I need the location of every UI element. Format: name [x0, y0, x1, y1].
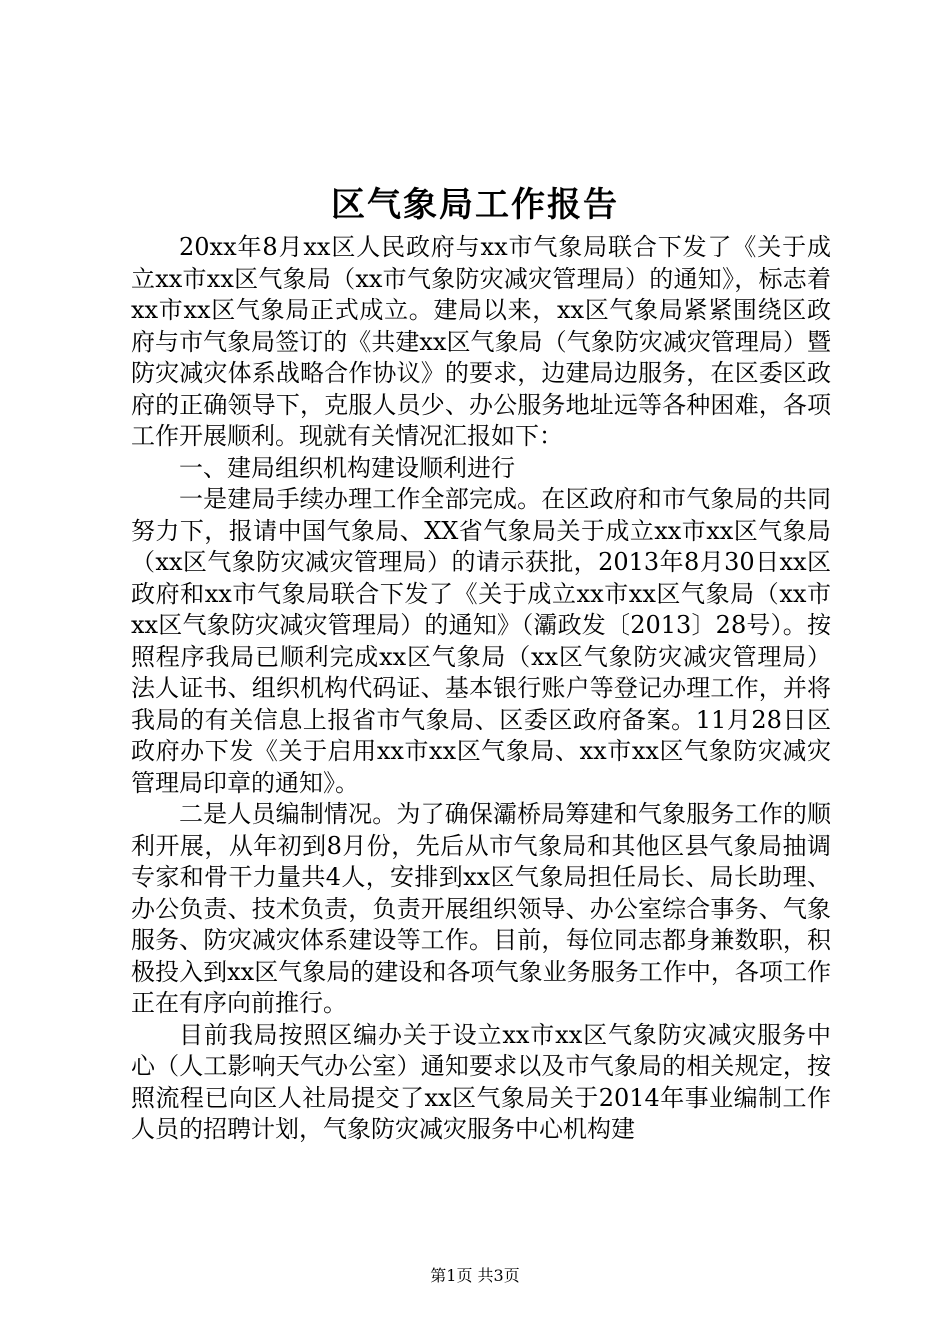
document-body [131, 232, 831, 1146]
paragraph-procedures: 一是建局手续办理工作全部完成。在区政府和市气象局的共同努力下，报请中国气象局、XX省气象局关于成立xx市xx区气象局（xx区气象防灾减灾管理局）的请示获批，2013年8月30日xx区政府和xx市气象局联合下发了《关于成立xx市xx区气象局（xx市xx区气象防灾减灾管理局）的通知》（灞政发〔2013〕28号）。按照程序我局已顺利完成xx区气象局（xx区气象防灾减灾管理局）法人证书、组织机构代码证、基本银行账户等登记办理工作，并将我局的有关信息上报省市气象局、区委区政府备案。11月28日区政府办下发《关于启用xx市xx区气象局、xx市xx区气象防灾减灾管理局印章的通知》。 [131, 485, 831, 797]
paragraph-recruitment: 目前我局按照区编办关于设立xx市xx区气象防灾减灾服务中心（人工影响天气办公室）通知要求以及市气象局的相关规定，按照流程已向区人社局提交了xx区气象局关于2014年事业编制工作人员的招聘计划，气象防灾减灾服务中心机构建 [131, 1020, 831, 1143]
paragraph-intro: 20xx年8月xx区人民政府与xx市气象局联合下发了《关于成立xx市xx区气象局（xx市气象防灾减灾管理局）的通知》，标志着xx市xx区气象局正式成立。建局以来，xx区气象局紧紧围绕区政府与市气象局签订的《共建xx区气象局（气象防灾减灾管理局）暨防灾减灾体系战略合作协议》的要求，边建局边服务，在区委区政府的正确领导下，克服人员少、办公服务地址远等各种困难，各项工作开展顺利。现就有关情况汇报如下： [131, 233, 831, 450]
section-heading-1: 一、建局组织机构建设顺利进行 [179, 453, 515, 482]
paragraph-staffing: 二是人员编制情况。为了确保灞桥局筹建和气象服务工作的顺利开展，从年初到8月份，先后从市气象局和其他区县气象局抽调专家和骨干力量共4人，安排到xx区气象局担任局长、局长助理、办公负责、技术负责，负责开展组织领导、办公室综合事务、气象服务、防灾减灾体系建设等工作。目前，每位同志都身兼数职，积极投入到xx区气象局的建设和各项气象业务服务工作中，各项工作正在有序向前推行。 [131, 800, 831, 1017]
page-footer: 第1页 共3页 [430, 1266, 520, 1285]
document-title: 区气象局工作报告 [331, 185, 619, 225]
